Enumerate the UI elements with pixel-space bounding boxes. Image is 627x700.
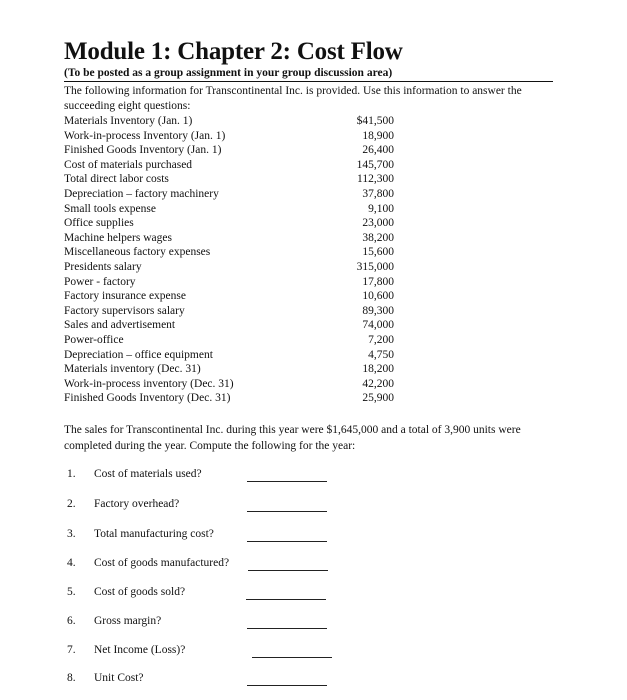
answer-blank-line bbox=[252, 657, 332, 658]
ledger-row bbox=[64, 231, 394, 246]
ledger-row bbox=[64, 172, 394, 187]
ledger-value: 74,000 bbox=[362, 319, 394, 332]
ledger-label: Materials Inventory (Jan. 1) bbox=[64, 115, 193, 127]
ledger-label: Factory insurance expense bbox=[64, 290, 186, 303]
question-text: Cost of goods manufactured? bbox=[94, 557, 230, 569]
answer-blank-line bbox=[247, 481, 327, 482]
ledger-row bbox=[64, 318, 394, 333]
ledger-row bbox=[64, 129, 394, 144]
ledger-value: 17,800 bbox=[362, 275, 394, 288]
ledger-row bbox=[64, 260, 394, 275]
ledger-value: 7,200 bbox=[368, 333, 394, 346]
ledger-label: Power - factory bbox=[64, 275, 136, 288]
ledger-row bbox=[64, 158, 394, 173]
ledger-row bbox=[64, 333, 394, 348]
ledger-row bbox=[64, 391, 394, 406]
ledger-label: Cost of materials purchased bbox=[64, 158, 193, 171]
question-number: 3. bbox=[67, 528, 76, 540]
ledger-row bbox=[64, 216, 394, 231]
question-text: Cost of materials used? bbox=[94, 468, 202, 480]
question-number: 2. bbox=[67, 498, 76, 510]
question-number: 5. bbox=[67, 586, 76, 598]
ledger-label: Total direct labor costs bbox=[64, 173, 169, 186]
ledger-row bbox=[64, 187, 394, 202]
question-text: Total manufacturing cost? bbox=[94, 528, 214, 540]
question-number: 7. bbox=[67, 644, 76, 656]
ledger-label: Power-office bbox=[64, 333, 124, 346]
ledger-value: 15,600 bbox=[362, 246, 394, 259]
ledger-row bbox=[64, 304, 394, 319]
sales-paragraph: The sales for Transcontinental Inc. during this year were $1,645,000 and a total of 3,900 units were completed during the year. Compute the following for the year: bbox=[64, 424, 521, 452]
ledger-label: Office supplies bbox=[64, 217, 134, 230]
ledger-label: Finished Goods Inventory (Jan. 1) bbox=[64, 144, 222, 157]
ledger-value: 23,000 bbox=[362, 217, 394, 230]
ledger-label: Finished Goods Inventory (Dec. 31) bbox=[64, 392, 231, 405]
ledger-row bbox=[64, 245, 394, 260]
ledger-value: 89,300 bbox=[362, 304, 394, 317]
answer-blank-line bbox=[247, 685, 327, 686]
ledger-value: 10,600 bbox=[362, 290, 394, 303]
question-text: Net Income (Loss)? bbox=[94, 644, 186, 656]
answer-blank-line bbox=[248, 570, 328, 571]
ledger-value: 9,100 bbox=[368, 202, 394, 215]
title-rule bbox=[64, 81, 553, 82]
question-text: Factory overhead? bbox=[94, 498, 180, 510]
answer-blank-line bbox=[247, 541, 327, 542]
question-text: Cost of goods sold? bbox=[94, 586, 186, 598]
ledger-row bbox=[64, 202, 394, 217]
ledger-row bbox=[64, 143, 394, 158]
intro-text: The following information for Transcontinental Inc. is provided. Use this information to answer the succeeding eight questions: bbox=[64, 85, 522, 112]
ledger-label: Presidents salary bbox=[64, 260, 142, 273]
question-text: Gross margin? bbox=[94, 615, 162, 627]
question-text: Unit Cost? bbox=[94, 672, 144, 684]
ledger-value: 145,700 bbox=[356, 158, 394, 171]
ledger-row bbox=[64, 362, 394, 377]
ledger-value: 38,200 bbox=[362, 231, 394, 244]
ledger-row bbox=[64, 377, 394, 392]
ledger-row bbox=[64, 114, 394, 129]
page-subtitle: (To be posted as a group assignment in your group discussion area) bbox=[64, 67, 393, 79]
ledger-value: 4,750 bbox=[368, 348, 394, 361]
page-title: Module 1: Chapter 2: Cost Flow bbox=[64, 38, 403, 65]
ledger-label: Factory supervisors salary bbox=[64, 304, 185, 317]
ledger-value: 25,900 bbox=[362, 392, 394, 405]
ledger-value: 18,200 bbox=[362, 363, 394, 376]
ledger-value: 315,000 bbox=[356, 260, 394, 273]
ledger-label: Depreciation – office equipment bbox=[64, 348, 213, 361]
ledger-label: Small tools expense bbox=[64, 202, 156, 215]
ledger-value: 18,900 bbox=[362, 129, 394, 142]
ledger-label: Work-in-process inventory (Dec. 31) bbox=[64, 377, 234, 390]
ledger-label: Materials inventory (Dec. 31) bbox=[64, 363, 201, 376]
ledger-label: Work-in-process Inventory (Jan. 1) bbox=[64, 129, 226, 142]
ledger-label: Depreciation – factory machinery bbox=[64, 187, 219, 200]
answer-blank-line bbox=[247, 511, 327, 512]
ledger-value: 42,200 bbox=[362, 377, 394, 390]
question-number: 1. bbox=[67, 468, 76, 480]
question-number: 4. bbox=[67, 557, 76, 569]
ledger-row bbox=[64, 348, 394, 363]
cost-ledger bbox=[64, 114, 394, 406]
ledger-row bbox=[64, 275, 394, 290]
ledger-value: 37,800 bbox=[362, 187, 394, 200]
ledger-label: Miscellaneous factory expenses bbox=[64, 246, 211, 259]
answer-blank-line bbox=[247, 628, 327, 629]
ledger-value: 112,300 bbox=[357, 173, 394, 186]
ledger-value: 26,400 bbox=[362, 144, 394, 157]
ledger-value: $41,500 bbox=[356, 115, 394, 127]
ledger-label: Sales and advertisement bbox=[64, 319, 176, 332]
question-number: 8. bbox=[67, 672, 76, 684]
question-number: 6. bbox=[67, 615, 76, 627]
answer-blank-line bbox=[246, 599, 326, 600]
ledger-label: Machine helpers wages bbox=[64, 231, 172, 244]
ledger-row bbox=[64, 289, 394, 304]
